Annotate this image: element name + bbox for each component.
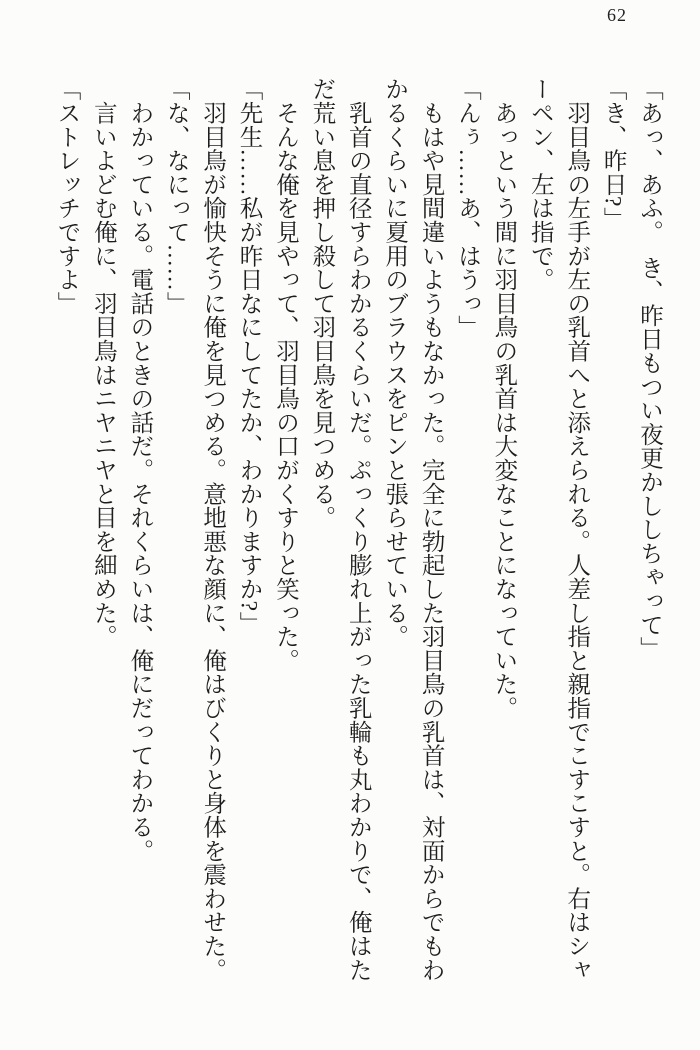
- text-line: 羽目鳥が愉快そうに俺を見つめる。意地悪な顔に、俺はびくりと身体を震わせた。: [199, 77, 226, 982]
- text-line: 「き、昨日?」: [599, 77, 626, 231]
- vertical-text-block: [48, 77, 667, 1012]
- page-number: 62: [607, 5, 627, 25]
- text-line: 「あっ、あふ。 き、昨日もつい夜更かししちゃって」: [636, 77, 662, 661]
- text-line: 羽目鳥の左手が左の乳首へと添えられる。人差し指と親指でこすこすと。右はシャ: [563, 77, 590, 982]
- text-line: だ荒い息を押し殺して羽目鳥を見つめる。: [308, 77, 335, 530]
- text-line: かるくらいに夏用のブラウスをピンと張らせている。: [381, 77, 408, 649]
- text-line: 「ストレッチですよ」: [53, 77, 80, 315]
- text-line: あっという間に羽目鳥の乳首は大変なことになっていた。: [490, 77, 517, 720]
- text-line: そんな俺を見やって、羽目鳥の口がくすりと笑った。: [271, 77, 298, 672]
- text-line: 言いよどむ俺に、羽目鳥はニヤニヤと目を細めた。: [89, 77, 116, 649]
- text-line: わかっている。電話のときの話だ。それくらいは、俺にだってわかる。: [126, 77, 153, 863]
- text-line: ーペン、左は指で。: [526, 77, 553, 292]
- text-line: 乳首の直径すらわかるくらいだ。ぷっくり膨れ上がった乳輪も丸わかりで、俺はた: [344, 77, 371, 982]
- text-line: 「先生……私が昨日なにしてたか、わかりますか?」: [235, 77, 262, 636]
- text-line: 「な、なにって……」: [162, 77, 189, 315]
- text-line: 「んぅ……あ、はうっ」: [453, 77, 480, 339]
- text-line: もはや見間違いようもなかった。完全に勃起した羽目鳥の乳首は、対面からでもわ: [417, 77, 444, 982]
